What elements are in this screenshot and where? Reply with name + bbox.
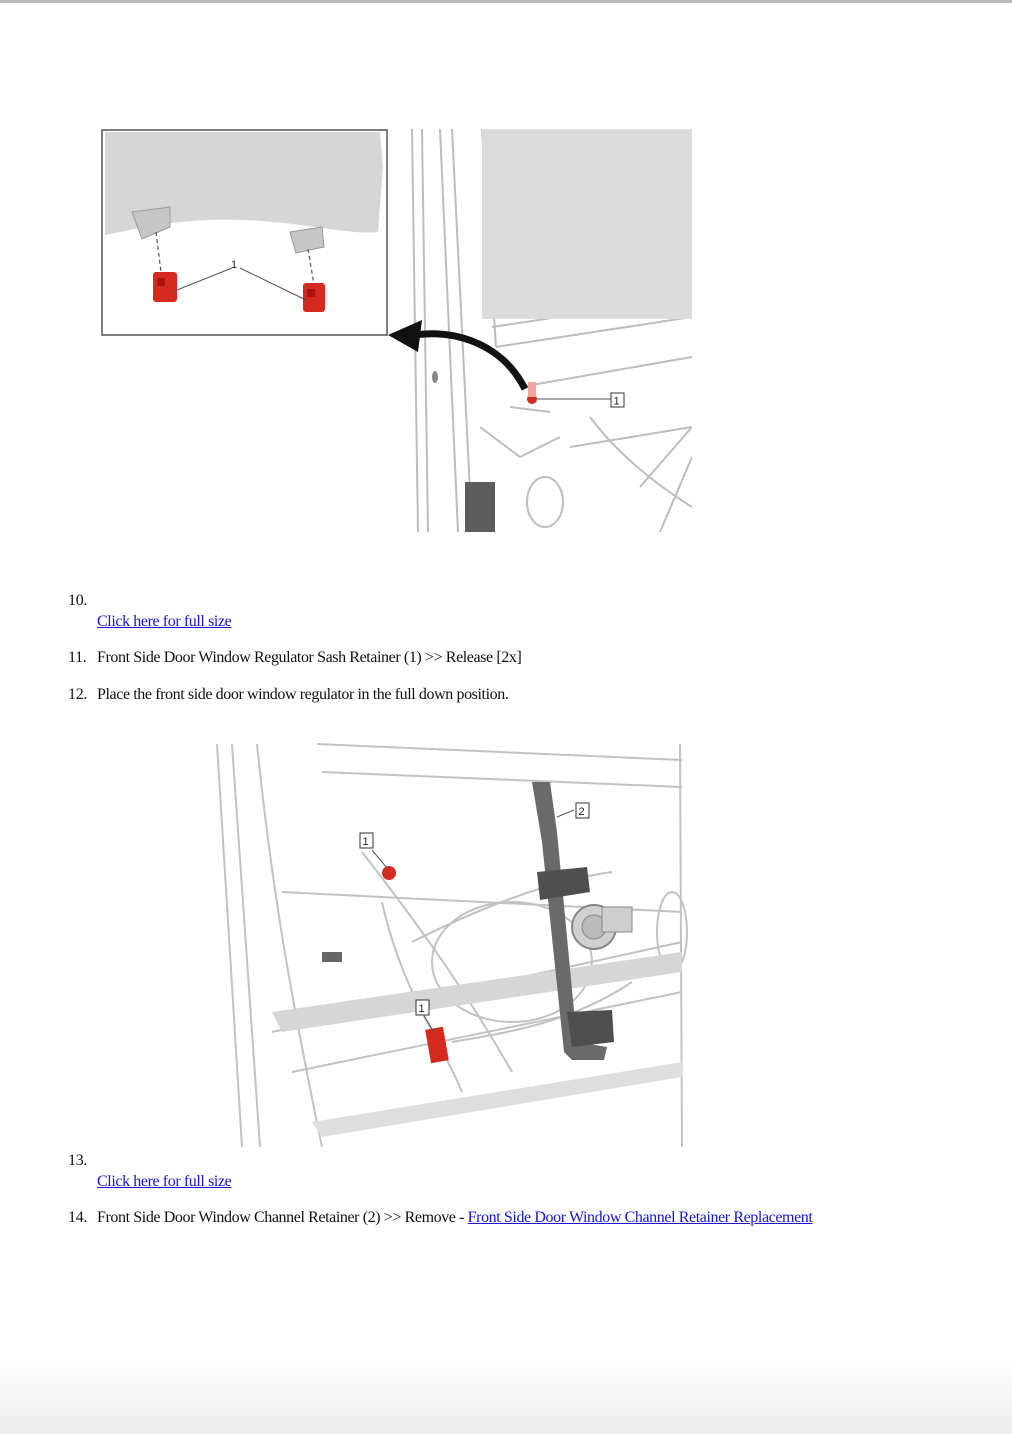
- step-text-plain: Front Side Door Window Channel Retainer (2) >> Remove -: [97, 1209, 468, 1226]
- full-size-link[interactable]: Click here for full size: [97, 613, 232, 630]
- page-bottom-shade: [0, 1360, 1012, 1434]
- step-number: 11.: [68, 649, 87, 666]
- step-number: 13.: [68, 1152, 88, 1169]
- step-number: 12.: [68, 686, 88, 703]
- channel-retainer-replacement-link[interactable]: Front Side Door Window Channel Retainer Replacement: [467, 1209, 813, 1226]
- step-number: 10.: [68, 592, 88, 609]
- callout-label: 1: [418, 1003, 425, 1015]
- callout-label: 1: [362, 836, 369, 848]
- step-number: 14.: [68, 1209, 88, 1226]
- full-size-link[interactable]: Click here for full size: [97, 1173, 232, 1190]
- window-regulator-illustration: [212, 742, 692, 1147]
- callout-label: 1: [231, 259, 238, 271]
- callout-label: 2: [578, 806, 585, 818]
- callout-label: 1: [613, 395, 620, 408]
- step-text: Front Side Door Window Regulator Sash Retainer (1) >> Release [2x]: [97, 649, 522, 666]
- step-text: [97, 1209, 812, 1227]
- step-text: Place the front side door window regulator in the full down position.: [97, 686, 509, 703]
- door-sash-retainer-illustration: [100, 127, 692, 532]
- top-border: [0, 0, 1012, 3]
